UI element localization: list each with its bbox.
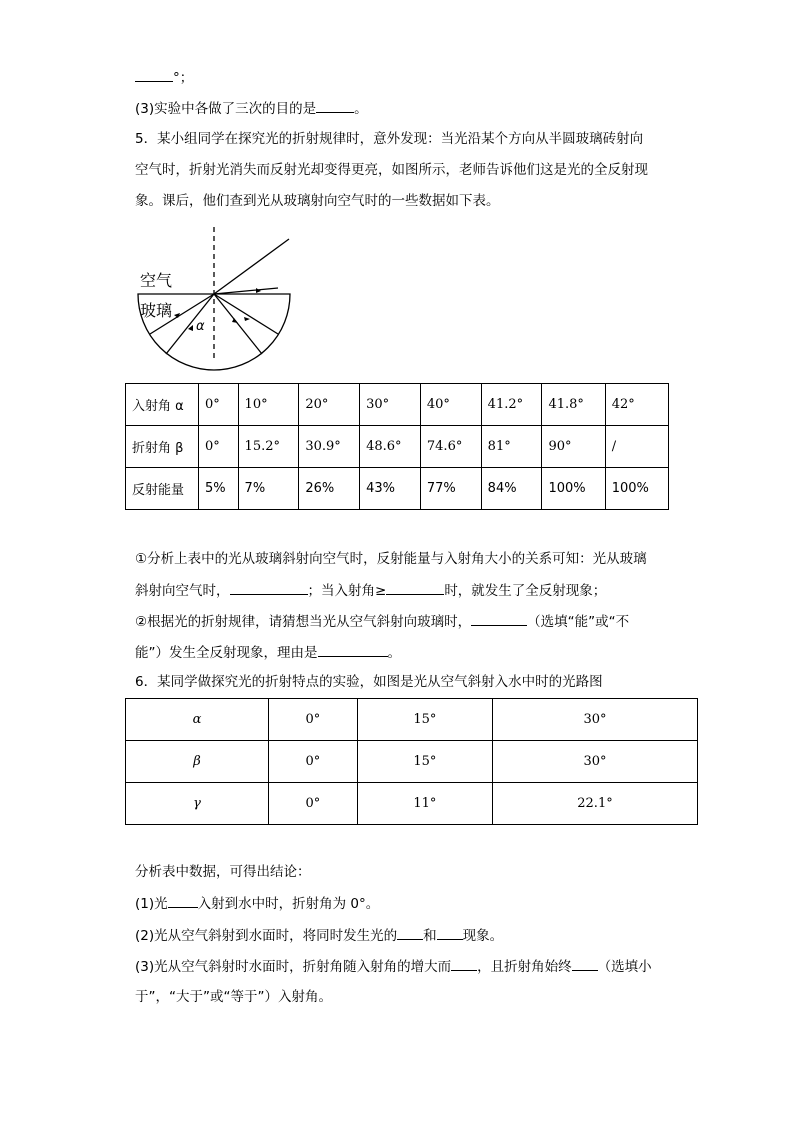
q6-conclusion-intro: 分析表中数据，可得出结论：	[135, 864, 311, 880]
air-label: 空气	[140, 271, 173, 290]
q5-data-table	[125, 383, 669, 510]
refraction-figure	[134, 222, 304, 372]
table-cell: 90°	[542, 426, 605, 468]
table-cell: 0°	[269, 699, 358, 741]
table-cell: 反射能量	[126, 468, 199, 510]
answer-blank[interactable]	[437, 925, 463, 940]
table-cell: /	[605, 426, 668, 468]
answer-blank[interactable]	[318, 642, 388, 657]
q5-sub1-line-2: 斜射向空气时， ；当入射角≥ 时，就发生了全反射现象；	[135, 580, 606, 601]
table-cell: 7%	[238, 468, 299, 510]
table-cell: 20°	[299, 384, 360, 426]
table-cell: 81°	[481, 426, 542, 468]
q5-text-line-2: 空气时，折射光消失而反射光却变得更亮，如图所示，老师告诉他们这是光的全反射现	[135, 162, 648, 178]
refracted-ray-air	[214, 239, 289, 294]
table-cell: 22.1°	[492, 783, 697, 825]
table-cell: 5%	[199, 468, 239, 510]
ray-left-lower	[166, 294, 214, 354]
table-cell: β	[126, 741, 269, 783]
table-cell: 100%	[542, 468, 605, 510]
q4-item3: (3)实验中各做了三次的目的是 。	[135, 98, 368, 119]
answer-blank[interactable]	[397, 925, 423, 940]
answer-blank[interactable]	[386, 580, 444, 595]
table-row	[126, 384, 669, 426]
ray-along-surface	[214, 288, 278, 294]
table-cell: 10°	[238, 384, 299, 426]
table-cell: 40°	[420, 384, 481, 426]
table-cell: 84%	[481, 468, 542, 510]
q5-text-line-3: 象。课后，他们查到光从玻璃射向空气时的一些数据如下表。	[135, 193, 500, 209]
answer-blank[interactable]	[230, 580, 308, 595]
q6-item3-line-2: 于”，“大于”或“等于”）入射角。	[135, 989, 332, 1005]
table-cell: 30°	[492, 699, 697, 741]
table-cell: 30.9°	[299, 426, 360, 468]
q6-item1: (1)光 入射到水中时，折射角为 0°。	[135, 893, 379, 914]
table-cell: 26%	[299, 468, 360, 510]
q5-sub2-line-2: 能”）发生全反射现象，理由是 。	[135, 642, 401, 663]
answer-blank[interactable]	[316, 98, 354, 113]
q5-sub2-line-1: ②根据光的折射规律，请猜想当光从空气斜射向玻璃时， （选填“能”或“不	[135, 611, 629, 632]
answer-blank[interactable]	[572, 956, 598, 971]
angle-label: α	[196, 319, 205, 334]
answer-blank[interactable]	[471, 611, 527, 626]
answer-blank[interactable]	[451, 956, 477, 971]
table-cell: 41.8°	[542, 384, 605, 426]
ray-right-lower	[214, 294, 262, 354]
table-cell: γ	[126, 783, 269, 825]
table-cell: 15°	[357, 699, 492, 741]
table-cell: 11°	[357, 783, 492, 825]
table-row	[126, 468, 669, 510]
table-cell: 41.2°	[481, 384, 542, 426]
table-cell: 43%	[360, 468, 421, 510]
arrow-marker	[256, 288, 261, 293]
q4-degree-line: °；	[135, 67, 193, 88]
table-cell: 15°	[357, 741, 492, 783]
table-cell: 30°	[492, 741, 697, 783]
table-cell: 74.6°	[420, 426, 481, 468]
arrow-marker	[232, 318, 238, 323]
table-cell: 0°	[269, 741, 358, 783]
table-cell: 77%	[420, 468, 481, 510]
table-cell: 48.6°	[360, 426, 421, 468]
table-cell: 0°	[199, 426, 239, 468]
q6-data-table	[125, 698, 698, 825]
table-row	[126, 699, 698, 741]
answer-blank[interactable]	[135, 67, 173, 82]
q6-item3-line-1: (3)光从空气斜射时水面时，折射角随入射角的增大而 ，且折射角始终 （选填小	[135, 956, 652, 977]
reflected-ray-right	[214, 294, 278, 334]
glass-label: 玻璃	[140, 301, 173, 320]
q6-item2: (2)光从空气斜射到水面时，将同时发生光的 和 现象。	[135, 925, 503, 946]
table-row	[126, 741, 698, 783]
q5-sub1-line-1: ①分析上表中的光从玻璃斜射向空气时，反射能量与入射角大小的关系可知：光从玻璃	[135, 551, 647, 567]
table-cell: 0°	[269, 783, 358, 825]
table-cell: 0°	[199, 384, 239, 426]
table-cell: 42°	[605, 384, 668, 426]
table-cell: 30°	[360, 384, 421, 426]
arrow-marker	[244, 317, 250, 321]
q6-title: 6．某同学做探究光的折射特点的实验，如图是光从空气斜射入水中时的光路图	[135, 674, 603, 690]
q5-text-line-1: 5．某小组同学在探究光的折射规律时，意外发现：当光沿某个方向从半圆玻璃砖射向	[135, 131, 644, 147]
table-row	[126, 783, 698, 825]
table-cell: 100%	[605, 468, 668, 510]
answer-blank[interactable]	[168, 893, 198, 908]
table-cell: α	[126, 699, 269, 741]
table-cell: 入射角 α	[126, 384, 199, 426]
table-cell: 15.2°	[238, 426, 299, 468]
table-row	[126, 426, 669, 468]
table-cell: 折射角 β	[126, 426, 199, 468]
